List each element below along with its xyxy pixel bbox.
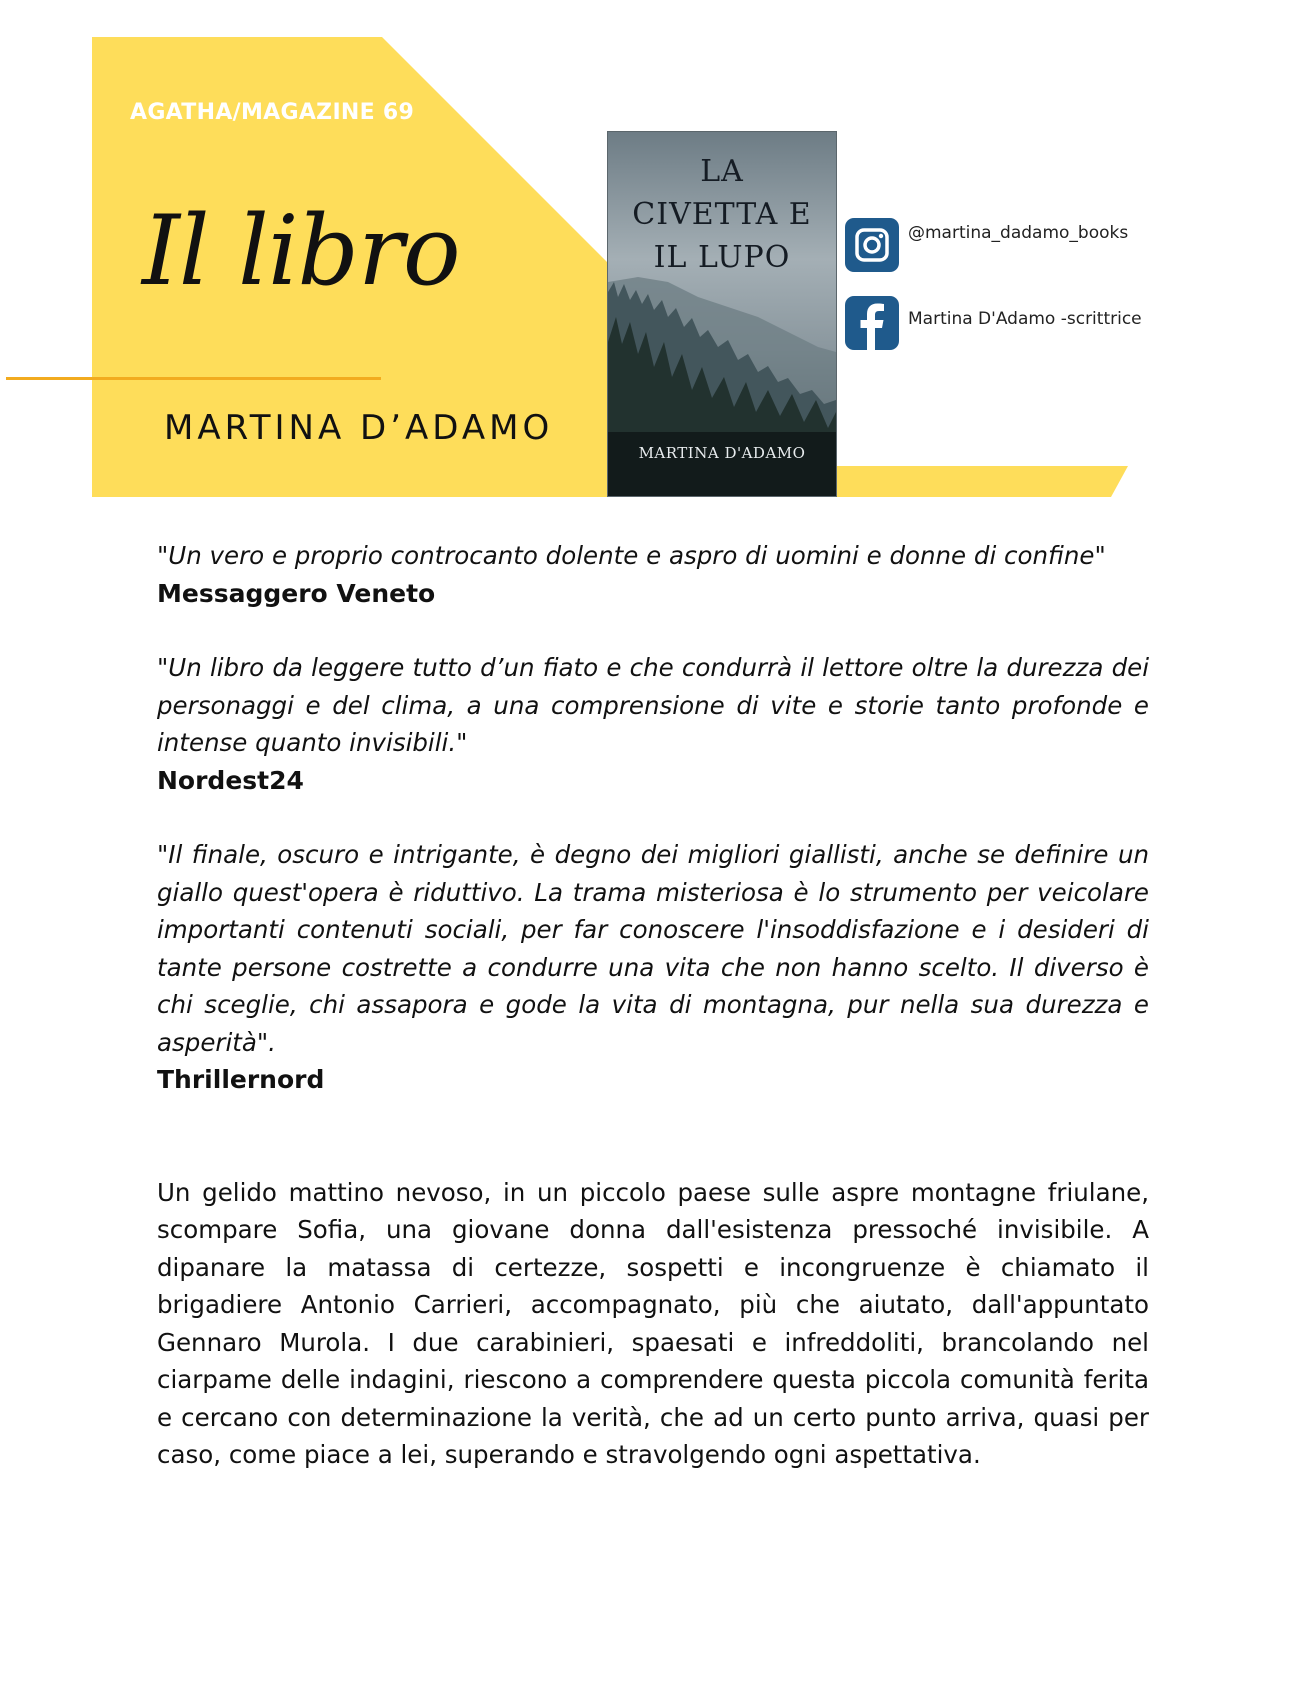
book-synopsis: Un gelido mattino nevoso, in un piccolo paese sulle aspre montagne friulane, scompare Sofia, una giovane donna dall'esistenza pressoché invisibile. A dipanare la matassa di certezze, sospetti e incongruenze è chiamato il brigadiere Antonio Carrieri, accompagnato, più che aiutato, dall'appuntato Gennaro Murola. I due carabinieri, spaesati e infreddoliti, brancolando nel ciarpame delle indagini, riescono a comprendere questa piccola comunità ferita e cercano con determinazione la verità, che ad un certo punto arriva, quasi per caso, come piace a lei, superando e stravolgendo ogni aspettativa. xyxy=(157,1177,1149,1469)
instagram-link[interactable] xyxy=(845,218,1128,272)
instagram-icon xyxy=(845,218,899,272)
magazine-label: AGATHA/MAGAZINE 69 xyxy=(130,100,415,125)
cover-title xyxy=(608,150,836,279)
facebook-link[interactable] xyxy=(845,296,1142,350)
author-name: MARTINA D’ADAMO xyxy=(164,408,554,448)
review-source: Nordest24 xyxy=(157,765,304,795)
review xyxy=(157,836,1149,1099)
cover-author: MARTINA D'ADAMO xyxy=(638,444,806,462)
facebook-page: Martina D'Adamo -scrittrice xyxy=(908,309,1142,329)
facebook-icon xyxy=(845,296,899,350)
header-yellow-strip xyxy=(835,466,1128,497)
cover-title-line: LA xyxy=(700,154,744,189)
book-cover xyxy=(607,131,837,497)
accent-line xyxy=(6,377,381,380)
review-quote: "Un vero e proprio controcanto dolente e aspro di uomini e donne di confine" xyxy=(157,541,1106,570)
review xyxy=(157,649,1149,799)
cover-title-line: CIVETTA E xyxy=(632,197,812,232)
review xyxy=(157,537,1149,612)
review-quote: "Il finale, oscuro e intrigante, è degno dei migliori giallisti, anche se definire un giallo quest'opera è riduttivo. La trama misteriosa è lo strumento per veicolare importanti contenuti sociali, per far conoscere l'insoddisfazione e i desideri di tante persone costrette a condurre una vita che non hanno scelto. Il diverso è chi sceglie, chi assapora e gode la vita di montagna, pur nella sua durezza e asperità". xyxy=(157,840,1149,1057)
review-source: Thrillernord xyxy=(157,1065,325,1094)
review-source: Messaggero Veneto xyxy=(157,578,436,608)
section-title: Il libro xyxy=(142,195,460,307)
instagram-handle: @martina_dadamo_books xyxy=(908,223,1129,243)
cover-ground xyxy=(608,432,836,496)
main-content xyxy=(157,537,1149,1474)
review-quote: "Un libro da leggere tutto d’un fiato e che condurrà il lettore oltre la durezza dei personaggi e del clima, a una comprensione di vite e storie tanto profonde e intense quanto invisibili." xyxy=(157,653,1149,757)
cover-title-line: IL LUPO xyxy=(653,240,791,275)
